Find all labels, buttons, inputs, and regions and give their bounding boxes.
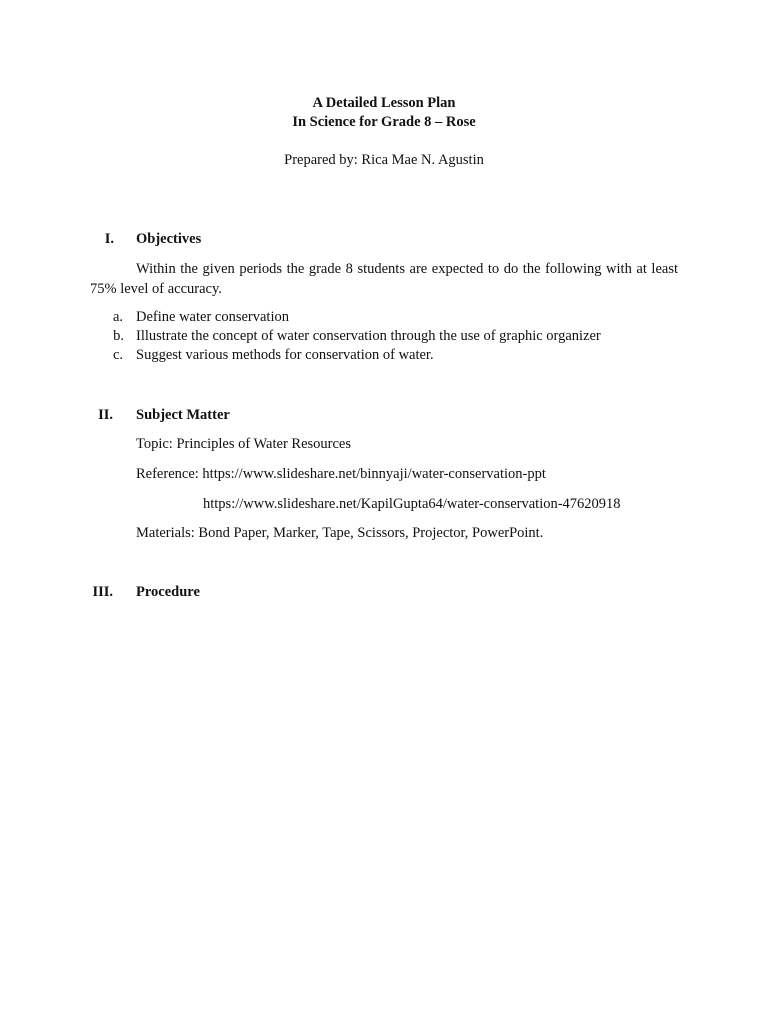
list-item: Illustrate the concept of water conservation through the use of graphic organizer [136,328,601,344]
list-item: Suggest various methods for conservation of water. [136,347,434,363]
section-number-procedure: III. [92,584,113,600]
topic-line: Topic: Principles of Water Resources [136,436,351,452]
prepared-by: Prepared by: Rica Mae N. Agustin [284,152,484,168]
section-number-subject-matter: II. [98,407,113,423]
list-item-marker: c. [112,347,123,363]
list-item-marker: b. [113,328,124,344]
objectives-intro: Within the given periods the grade 8 students are expected to do the following with at least 75% level of accuracy. [90,261,678,297]
materials-line: Materials: Bond Paper, Marker, Tape, Scissors, Projector, PowerPoint. [136,525,544,541]
lesson-plan-title: A Detailed Lesson Plan [312,95,456,111]
lesson-plan-subtitle: In Science for Grade 8 – Rose [292,114,476,130]
list-item-marker: a. [112,309,123,325]
section-title-procedure: Procedure [136,584,200,600]
reference-line: Reference: https://www.slideshare.net/binnyaji/water-conservation-ppt [136,466,546,482]
section-title-subject-matter: Subject Matter [136,407,230,423]
reference-line-2: https://www.slideshare.net/KapilGupta64/water-conservation-47620918 [203,496,621,512]
section-title-objectives: Objectives [136,231,202,247]
section-number-objectives: I. [104,231,114,247]
list-item: Define water conservation [136,309,289,325]
